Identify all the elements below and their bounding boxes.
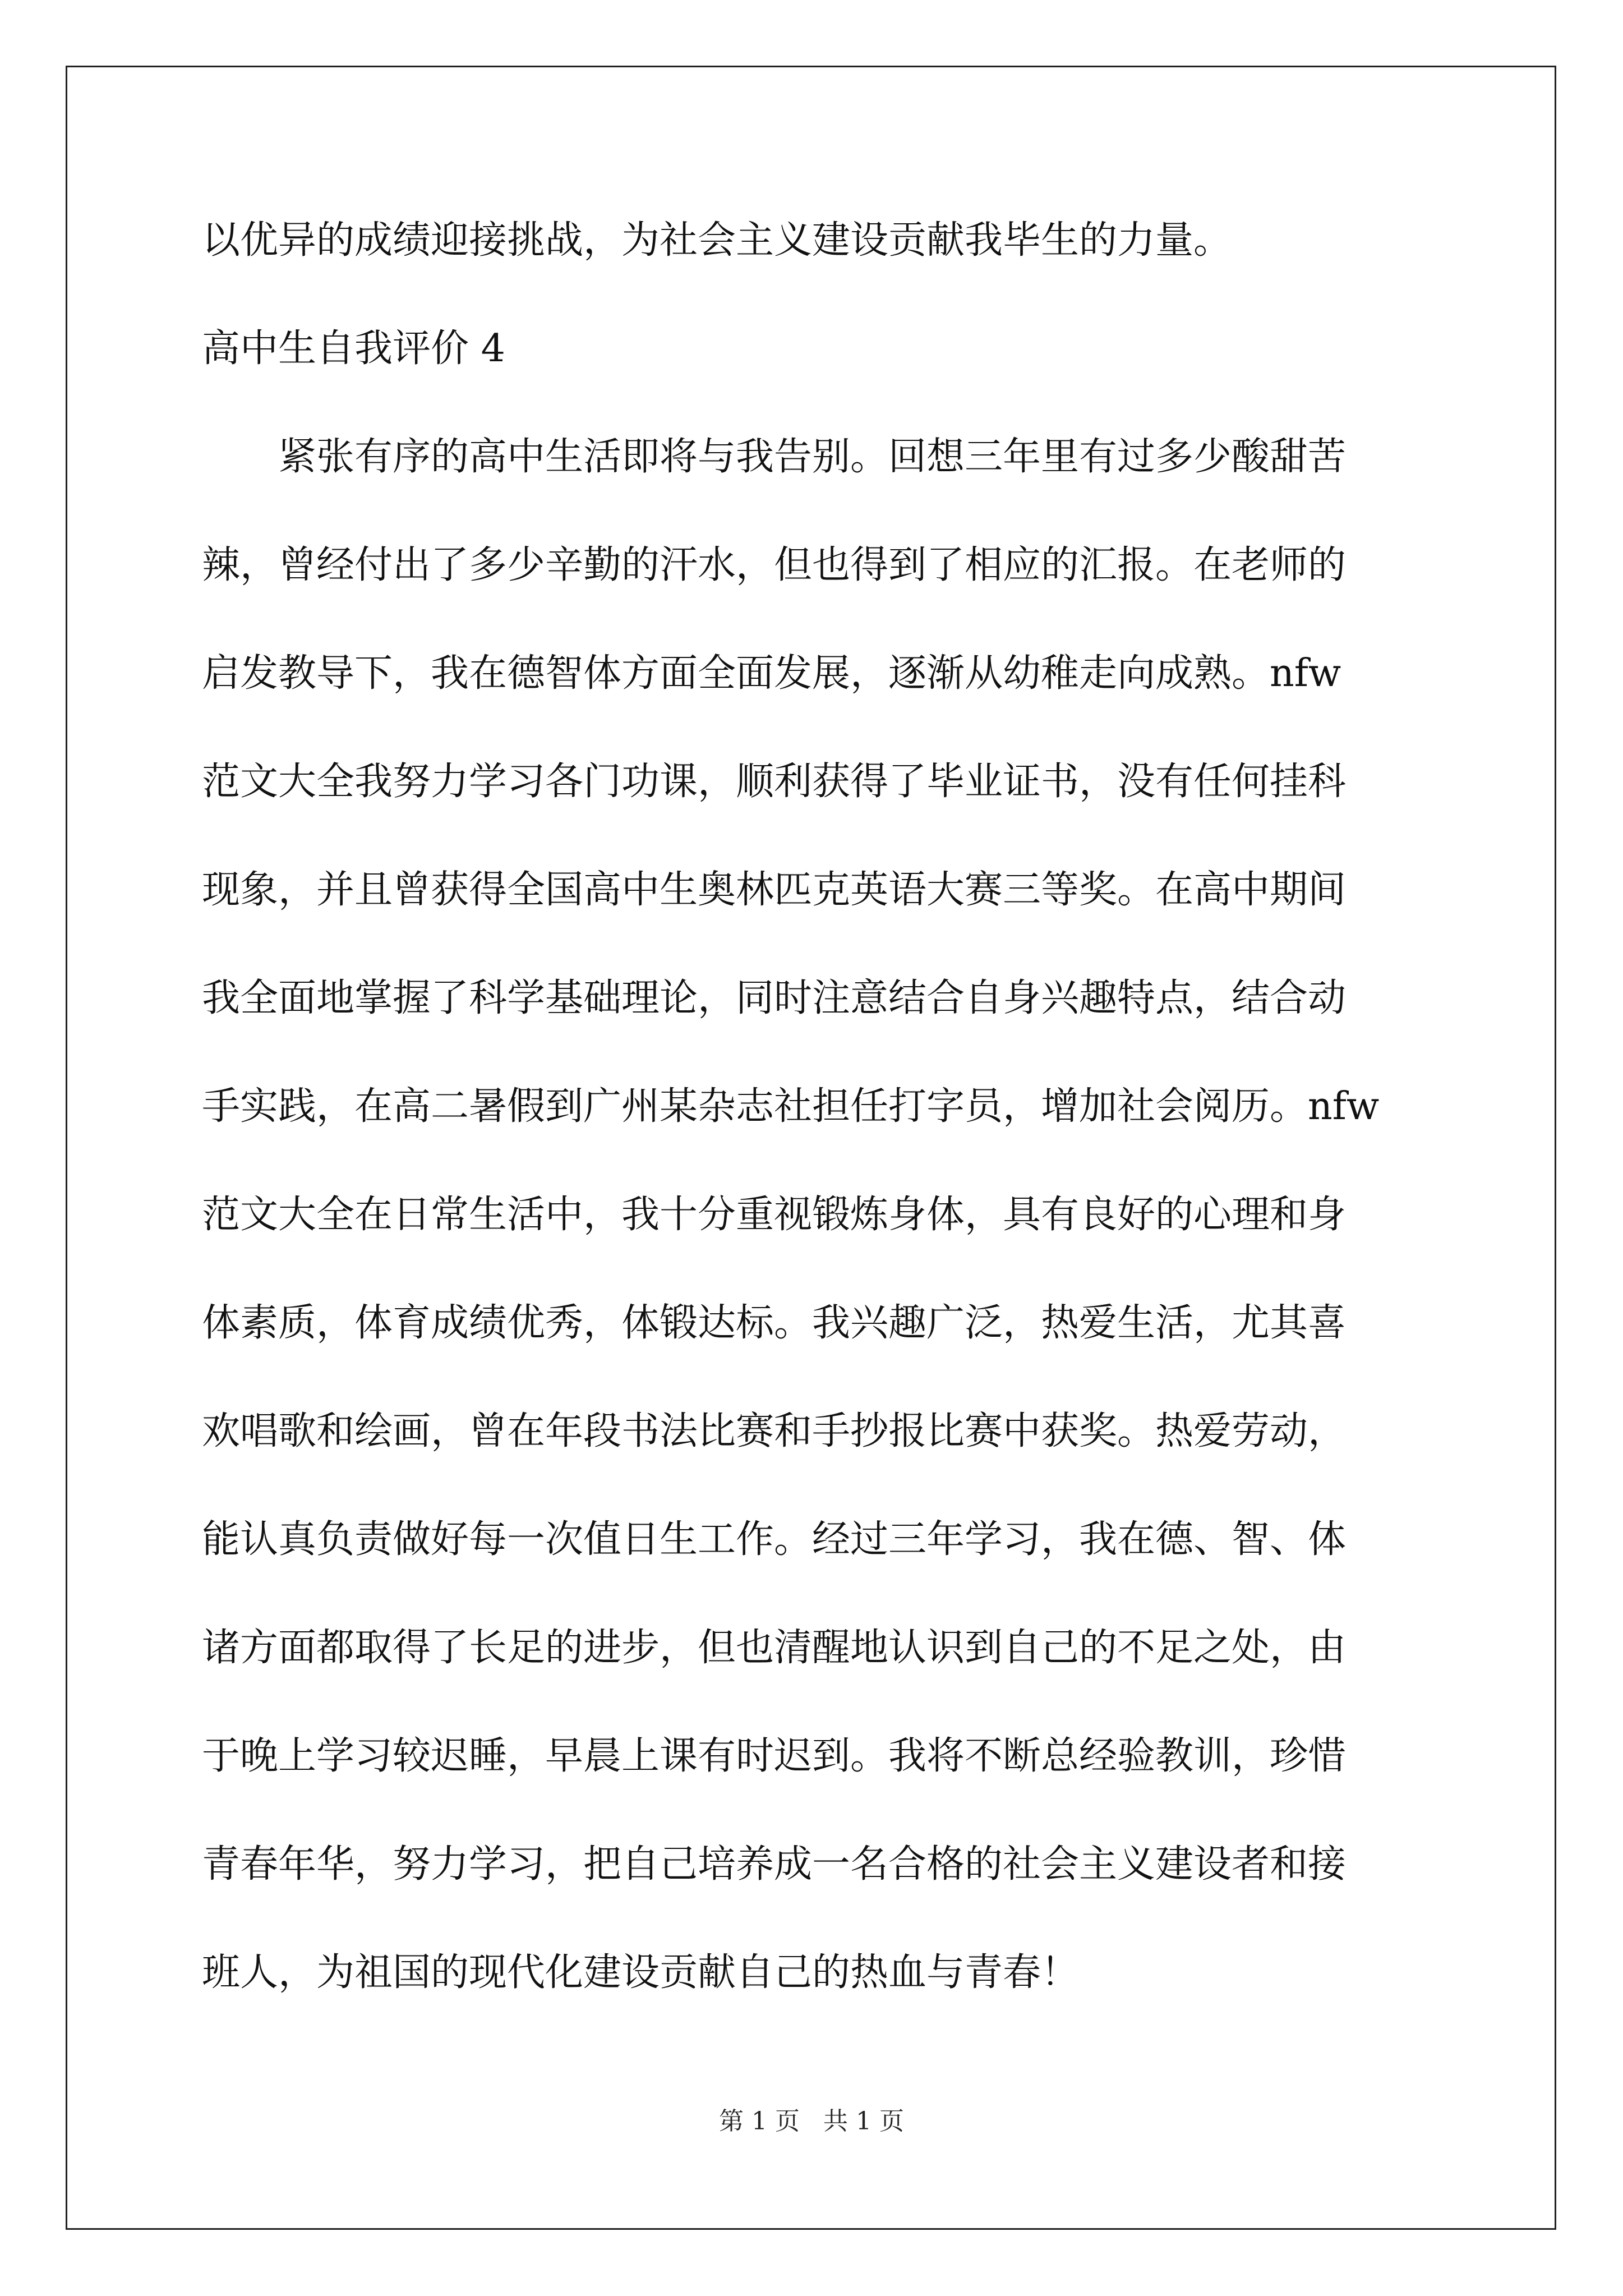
document-body bbox=[202, 218, 1430, 2062]
text-line: 欢唱歌和绘画，曾在年段书法比赛和手抄报比赛中获奖。热爱劳动， bbox=[202, 1409, 1347, 1453]
text-line: 诸方面都取得了长足的进步，但也清醒地认识到自己的不足之处，由 bbox=[202, 1626, 1347, 1670]
text-line: 体素质，体育成绩优秀，体锻达标。我兴趣广泛，热爱生活，尤其喜 bbox=[202, 1301, 1347, 1345]
text-line: 于晚上学习较迟睡，早晨上课有时迟到。我将不断总经验教训，珍惜 bbox=[202, 1734, 1347, 1778]
text-line: 范文大全我努力学习各门功课，顺利获得了毕业证书，没有任何挂科 bbox=[202, 760, 1347, 804]
text-line: 现象，并且曾获得全国高中生奥林匹克英语大赛三等奖。在高中期间 bbox=[202, 868, 1347, 912]
paragraph-first-line: 紧张有序的高中生活即将与我告别。回想三年里有过多少酸甜苦 bbox=[278, 435, 1347, 479]
text-line: 启发教导下，我在德智体方面全面发展，逐渐从幼稚走向成熟。nfw bbox=[202, 651, 1341, 696]
text-line: 班人，为祖国的现代化建设贡献自己的热血与青春！ bbox=[202, 1950, 1080, 1995]
text-line: 以优异的成绩迎接挑战，为社会主义建设贡献我毕生的力量。 bbox=[202, 218, 1232, 263]
page-number-footer: 第 1 页 共 1 页 bbox=[719, 2107, 904, 2136]
text-line: 能认真负责做好每一次值日生工作。经过三年学习，我在德、智、体 bbox=[202, 1517, 1347, 1562]
text-line: 手实践，在高二暑假到广州某杂志社担任打字员，增加社会阅历。nfw bbox=[202, 1084, 1380, 1129]
section-heading: 高中生自我评价 4 bbox=[202, 326, 505, 371]
text-line: 我全面地掌握了科学基础理论，同时注意结合自身兴趣特点，结合动 bbox=[202, 976, 1347, 1020]
text-line: 范文大全在日常生活中，我十分重视锻炼身体，具有良好的心理和身 bbox=[202, 1193, 1347, 1237]
text-line: 青春年华，努力学习，把自己培养成一名合格的社会主义建设者和接 bbox=[202, 1842, 1347, 1887]
text-line: 辣，曾经付出了多少辛勤的汗水，但也得到了相应的汇报。在老师的 bbox=[202, 543, 1347, 587]
